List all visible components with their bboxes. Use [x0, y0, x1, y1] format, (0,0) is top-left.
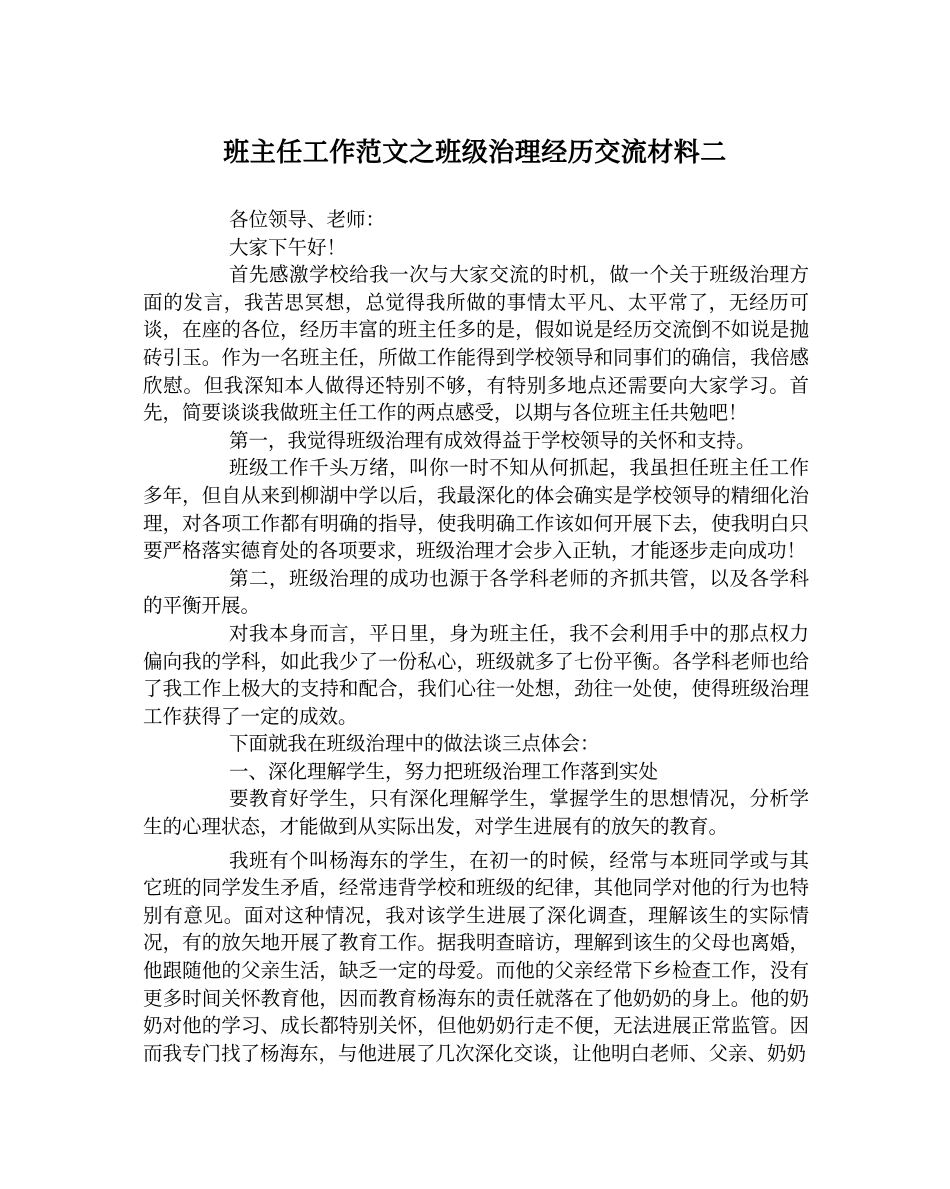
body-paragraph: 我班有个叫杨海东的学生，在初一的时候，经常与本班同学或与其它班的同学发生矛盾，经常违背学校和班级的纪律，其他同学对他的行为也特别有意见。面对这种情况，我对该学生进展了深化调查，理解该生的实际情况，有的放矢地开展了教育工作。据我明查暗访，理解到该生的父母也离婚，他跟随他的父亲生活，缺乏一定的母爱。而他的父亲经常下乡检查工作，没有更多时间关怀教育他，因而教育杨海东的责任就落在了他奶奶的身上。他的奶奶对他的学习、成长都特别关怀，但他奶奶行走不便，无法进展正常监管。因而我专门找了杨海东，与他进展了几次深化交谈，让他明白老师、父亲、奶奶 [143, 848, 809, 1065]
salutation: 各位领导、老师： [229, 208, 386, 231]
document-body [143, 206, 809, 1067]
greeting: 大家下午好！ [229, 235, 347, 259]
body-paragraph: 要教育好学生，只有深化理解学生，掌握学生的思想情况，分析学生的心理状态，才能做到从实际出发，对学生进展有的放矢的教育。 [143, 787, 809, 839]
body-paragraph: 首先感激学校给我一次与大家交流的时机，做一个关于班级治理方面的发言，我苦思冥想，总觉得我所做的事情太平凡、太平常了，无经历可谈，在座的各位，经历丰富的班主任多的是，假如说是经历交流倒不如说是抛砖引玉。作为一名班主任，所做工作能得到学校领导和同事们的确信，我倍感欣慰。但我深知本人做得还特别不够，有特别多地点还需要向大家学习。首先，简要谈谈我做班主任工作的两点感受，以期与各位班主任共勉吧！ [143, 263, 809, 425]
section-point-one: 第一，我觉得班级治理有成效得益于学校领导的关怀和支持。 [229, 428, 756, 452]
section-point-two: 第二，班级治理的成功也源于各学科老师的齐抓共管，以及各学科的平衡开展。 [143, 566, 809, 618]
document-title: 班主任工作范文之班级治理经历交流材料二 [223, 138, 727, 168]
body-paragraph: 对我本身而言，平日里，身为班主任，我不会利用手中的那点权力偏向我的学科，如此我少了一份私心，班级就多了七份平衡。各学科老师也给了我工作上极大的支持和配合，我们心往一处想，劲往一处使，使得班级治理工作获得了一定的成效。 [143, 621, 809, 728]
body-paragraph: 班级工作千头万绪，叫你一时不知从何抓起，我虽担任班主任工作多年，但自从来到柳湖中学以后，我最深化的体会确实是学校领导的精细化治理，对各项工作都有明确的指导，使我明确工作该如何开展下去，使我明白只要严格落实德育处的各项要求，班级治理才会步入正轨，才能逐步走向成功！ [143, 456, 809, 563]
section-heading: 一、深化理解学生，努力把班级治理工作落到实处 [229, 759, 659, 783]
body-paragraph: 下面就我在班级治理中的做法谈三点体会： [229, 732, 600, 756]
